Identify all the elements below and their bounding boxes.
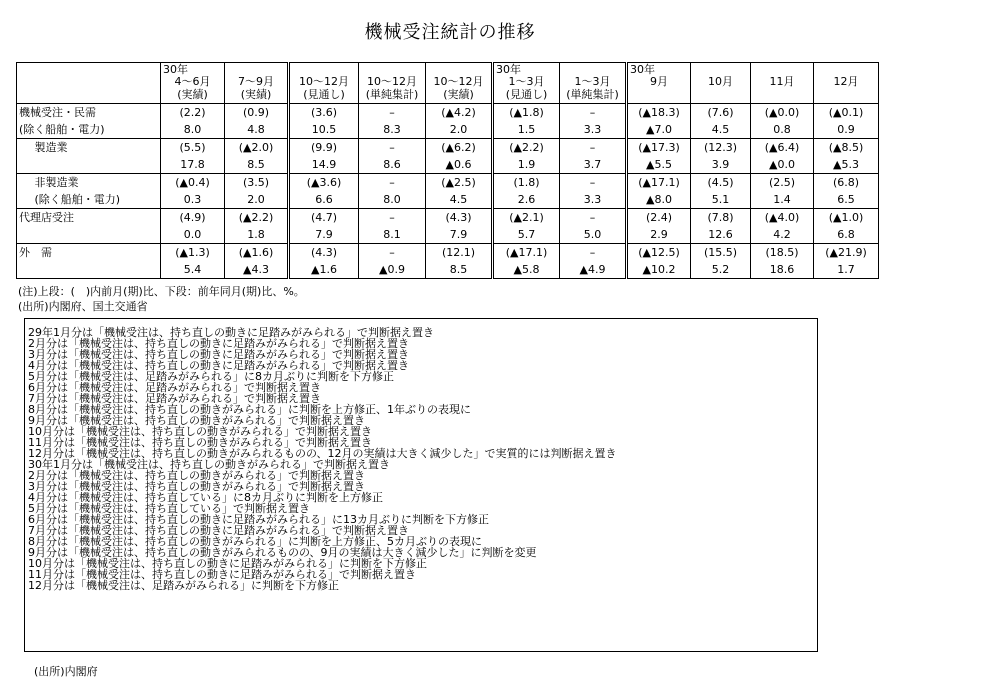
value-cell	[359, 139, 426, 174]
value-cell	[627, 244, 691, 279]
mom-value: (▲17.3)	[638, 141, 680, 154]
mom-value: (4.3)	[445, 211, 472, 224]
yoy-value: 3.9	[711, 158, 730, 171]
yoy-value: 5.7	[517, 228, 536, 241]
value-cell	[359, 104, 426, 139]
yoy-value: 0.9	[837, 123, 855, 136]
value-cell	[289, 104, 359, 139]
yoy-value: 2.0	[247, 193, 265, 206]
table-row	[17, 244, 879, 279]
yoy-value: 18.6	[769, 263, 795, 276]
value-cell	[560, 139, 627, 174]
row-label-main: 代理店受注	[19, 211, 74, 224]
mom-value: (6.8)	[832, 176, 860, 189]
judgment-line: 12月分は「機械受注は、足踏みがみられる」に判断を下方修正	[28, 579, 339, 592]
mom-value: (▲4.0)	[764, 211, 800, 224]
yoy-value: ▲1.6	[311, 263, 337, 276]
yoy-value: 1.9	[517, 158, 536, 171]
row-label-main: 製造業	[34, 141, 68, 154]
yoy-value: 5.0	[583, 228, 602, 241]
yoy-value: 6.5	[837, 193, 855, 206]
value-cell	[359, 244, 426, 279]
mom-value: (▲2.1)	[509, 211, 544, 224]
mom-value: –	[589, 211, 596, 224]
yoy-value: ▲10.2	[642, 263, 676, 276]
mom-value: (5.5)	[179, 141, 206, 154]
judgment-list	[25, 319, 817, 591]
mom-value: (4.9)	[179, 211, 206, 224]
mom-value: (15.5)	[703, 246, 738, 259]
value-cell	[426, 174, 493, 209]
mom-value: (▲6.4)	[764, 141, 800, 154]
value-cell	[560, 209, 627, 244]
mom-value: (▲1.8)	[509, 106, 544, 119]
row-label	[17, 244, 161, 279]
yoy-value: 7.9	[449, 228, 468, 241]
value-cell	[691, 139, 751, 174]
value-cell	[289, 209, 359, 244]
row-label-main: 非製造業	[34, 176, 79, 189]
yoy-value: 14.9	[311, 158, 337, 171]
yoy-value: ▲4.9	[579, 263, 606, 276]
box-source: (出所)内閣府	[34, 665, 98, 678]
judgment-line: 5月分は「機械受注は、足踏みがみられる」に8カ月ぶりに判断を下方修正	[28, 370, 394, 383]
value-cell	[627, 104, 691, 139]
mom-value: –	[389, 211, 395, 224]
page-title: 機械受注統計の推移	[364, 22, 536, 43]
mom-value: (▲21.9)	[825, 246, 867, 259]
mom-value: (▲18.3)	[638, 106, 680, 119]
mom-value: –	[589, 176, 596, 189]
row-label	[17, 209, 161, 244]
row-label	[33, 139, 161, 174]
judgment-line: 12月分は「機械受注は、持ち直しの動きがみられるものの、12月の実績は大きく減少した」で実質的には判断据え置き	[28, 447, 617, 460]
judgment-line: 11月分は「機械受注は、持ち直しの動きに足踏みがみられる」で判断据え置き	[28, 568, 416, 581]
judgment-line: 3月分は「機械受注は、持ち直しの動きがみられる」で判断据え置き	[28, 480, 365, 493]
judgment-line: 9月分は「機械受注は、持ち直しの動きがみられる」で判断据え置き	[28, 414, 365, 427]
mom-value: –	[389, 106, 395, 119]
yoy-value: 7.9	[315, 228, 333, 241]
judgment-line: 11月分は「機械受注は、持ち直しの動きがみられる」で判断据え置き	[28, 436, 372, 449]
judgment-line: 7月分は「機械受注は、足踏みがみられる」で判断据え置き	[28, 392, 321, 405]
value-cell	[426, 104, 493, 139]
mom-value: (▲8.5)	[828, 141, 864, 154]
yoy-value: ▲5.8	[513, 263, 540, 276]
yoy-value: ▲0.6	[445, 158, 472, 171]
value-cell	[289, 174, 359, 209]
row-label	[17, 104, 161, 139]
yoy-value: 3.7	[583, 158, 602, 171]
value-cell	[627, 139, 691, 174]
value-cell	[161, 244, 225, 279]
value-cell	[161, 174, 225, 209]
judgment-line: 9月分は「機械受注は、持ち直しの動きがみられるものの、9月の実績は大きく減少した」に判断を変更	[28, 546, 537, 559]
yoy-value: 5.2	[711, 263, 730, 276]
value-cell	[426, 209, 493, 244]
mom-value: (4.7)	[310, 211, 338, 224]
yoy-value: ▲5.3	[833, 158, 859, 171]
value-cell	[161, 209, 225, 244]
mom-value: (12.1)	[441, 246, 476, 259]
yoy-value: 8.0	[383, 193, 401, 206]
value-cell	[426, 139, 493, 174]
mom-value: (▲17.1)	[638, 176, 680, 189]
col-header: 10〜12月 (実績)	[426, 63, 493, 104]
yoy-value: 4.5	[449, 193, 468, 206]
value-cell	[814, 104, 879, 139]
yoy-value: 6.8	[837, 228, 855, 241]
mom-value: (▲0.0)	[764, 106, 800, 119]
yoy-value: 8.5	[247, 158, 265, 171]
row-label-sub: (除く船舶・電力)	[34, 193, 121, 206]
value-cell	[225, 139, 289, 174]
yoy-value: 1.4	[773, 193, 791, 206]
mom-value: (1.8)	[513, 176, 540, 189]
judgment-line: 5月分は「機械受注は、持ち直している」で判断据え置き	[28, 502, 310, 515]
mom-value: (12.3)	[703, 141, 738, 154]
judgment-line: 7月分は「機械受注は、持ち直しの動きに足踏みがみられる」で判断据え置き	[28, 524, 409, 537]
table-source: (出所)内閣府、国土交通省	[18, 300, 148, 313]
mom-value: (▲1.6)	[238, 246, 274, 259]
value-cell	[359, 209, 426, 244]
table-row	[17, 209, 879, 244]
mom-value: (7.8)	[707, 211, 734, 224]
value-cell	[225, 174, 289, 209]
yoy-value: 2.9	[650, 228, 668, 241]
value-cell	[751, 139, 814, 174]
yoy-value: 1.8	[247, 228, 265, 241]
value-cell	[161, 139, 225, 174]
yoy-value: ▲0.0	[769, 158, 795, 171]
yoy-value: 4.2	[773, 228, 791, 241]
judgment-line: 8月分は「機械受注は、持ち直しの動きがみられる」に判断を上方修正、5カ月ぶりの表現に	[28, 535, 482, 548]
mom-value: –	[389, 176, 395, 189]
value-cell	[560, 174, 627, 209]
yoy-value: ▲0.9	[379, 263, 405, 276]
row-label	[33, 174, 161, 209]
table-row	[17, 139, 879, 174]
col-header: 10月	[691, 63, 751, 104]
value-cell	[751, 104, 814, 139]
row-label-main: 機械受注・民需	[19, 106, 96, 119]
mom-value: (18.5)	[765, 246, 799, 259]
judgment-line: 3月分は「機械受注は、持ち直しの動きに足踏みがみられる」で判断据え置き	[28, 348, 409, 361]
value-cell	[691, 244, 751, 279]
mom-value: (4.5)	[707, 176, 734, 189]
mom-value: (3.5)	[242, 176, 270, 189]
yoy-value: 4.8	[247, 123, 265, 136]
indent-cell	[17, 174, 33, 209]
yoy-value: 0.8	[773, 123, 791, 136]
judgment-line: 10月分は「機械受注は、持ち直しの動きに足踏みがみられる」に判断を下方修正	[28, 557, 427, 570]
mom-value: (0.9)	[242, 106, 270, 119]
yoy-value: 1.5	[517, 123, 536, 136]
mom-value: (4.3)	[310, 246, 338, 259]
col-header: 12月	[814, 63, 879, 104]
mom-value: –	[389, 141, 395, 154]
yoy-value: 3.3	[583, 123, 602, 136]
value-cell	[493, 174, 560, 209]
judgment-line: 30年1月分は「機械受注は、持ち直しの動きがみられる」で判断据え置き	[28, 458, 390, 471]
yoy-value: 2.0	[449, 123, 468, 136]
value-cell	[751, 244, 814, 279]
value-cell	[751, 174, 814, 209]
value-cell	[627, 174, 691, 209]
value-cell	[560, 104, 627, 139]
yoy-value: 17.8	[180, 158, 205, 171]
value-cell	[493, 104, 560, 139]
judgment-box	[24, 318, 818, 652]
mom-value: (▲4.2)	[441, 106, 476, 119]
yoy-value: ▲7.0	[646, 123, 672, 136]
value-cell	[814, 209, 879, 244]
mom-value: (▲2.0)	[238, 141, 274, 154]
value-cell	[627, 209, 691, 244]
value-cell	[225, 244, 289, 279]
mom-value: (▲0.4)	[175, 176, 210, 189]
mom-value: (▲0.1)	[828, 106, 864, 119]
table-note: (注)上段：( )内前月(期)比、下段：前年同月(期)比、%。	[18, 285, 305, 298]
value-cell	[560, 244, 627, 279]
yoy-value: 5.4	[183, 263, 202, 276]
yoy-value: ▲4.3	[243, 263, 269, 276]
value-cell	[161, 104, 225, 139]
yoy-value: 5.1	[711, 193, 730, 206]
value-cell	[493, 139, 560, 174]
yoy-value: 8.0	[183, 123, 202, 136]
mom-value: (2.2)	[179, 106, 206, 119]
indent-cell	[17, 139, 33, 174]
mom-value: (7.6)	[707, 106, 734, 119]
yoy-value: 8.5	[449, 263, 468, 276]
table-body	[17, 104, 879, 279]
yoy-value: 12.6	[708, 228, 733, 241]
value-cell	[814, 139, 879, 174]
table-row	[17, 104, 879, 139]
mom-value: (▲3.6)	[306, 176, 342, 189]
judgment-line: 2月分は「機械受注は、持ち直しの動きに足踏みがみられる」で判断据え置き	[28, 337, 409, 350]
mom-value: –	[389, 246, 395, 259]
yoy-value: 1.7	[837, 263, 855, 276]
header-blank	[17, 63, 161, 104]
mom-value: (▲2.5)	[441, 176, 476, 189]
yoy-value: 10.5	[311, 123, 337, 136]
yoy-value: 0.0	[183, 228, 202, 241]
value-cell	[493, 209, 560, 244]
row-label-sub: (除く船舶・電力)	[19, 123, 105, 136]
value-cell	[225, 209, 289, 244]
yoy-value: 3.3	[583, 193, 602, 206]
col-header: 10〜12月 (単純集計)	[359, 63, 426, 104]
value-cell	[751, 209, 814, 244]
col-header: 30年 1〜3月 (見通し)	[493, 63, 560, 104]
col-header: 7〜9月 (実績)	[225, 63, 289, 104]
yoy-value: 8.3	[383, 123, 401, 136]
mom-value: (▲12.5)	[638, 246, 680, 259]
mom-value: (▲2.2)	[238, 211, 274, 224]
value-cell	[691, 174, 751, 209]
judgment-line: 6月分は「機械受注は、持ち直しの動きに足踏みがみられる」に13カ月ぶりに判断を下方修正	[28, 513, 489, 526]
value-cell	[691, 209, 751, 244]
yoy-value: 8.6	[383, 158, 401, 171]
judgment-line: 8月分は「機械受注は、持ち直しの動きがみられる」に判断を上方修正、1年ぶりの表現に	[28, 403, 471, 416]
col-header: 11月	[751, 63, 814, 104]
value-cell	[359, 174, 426, 209]
yoy-value: 8.1	[383, 228, 401, 241]
mom-value: (9.9)	[310, 141, 338, 154]
judgment-line: 29年1月分は「機械受注は、持ち直しの動きに足踏みがみられる」で判断据え置き	[28, 326, 434, 339]
judgment-line: 10月分は「機械受注は、持ち直しの動きがみられる」で判断据え置き	[28, 425, 372, 438]
col-header: 30年 4〜6月 (実績)	[161, 63, 225, 104]
mom-value: (3.6)	[310, 106, 338, 119]
judgment-line: 6月分は「機械受注は、足踏みがみられる」で判断据え置き	[28, 381, 321, 394]
col-header: 30年 9月	[627, 63, 691, 104]
judgment-line: 4月分は「機械受注は、持ち直している」に8カ月ぶりに判断を上方修正	[28, 491, 383, 504]
value-cell	[289, 244, 359, 279]
mom-value: (▲1.0)	[828, 211, 864, 224]
mom-value: –	[589, 106, 596, 119]
mom-value: (▲1.3)	[175, 246, 210, 259]
yoy-value: 2.6	[517, 193, 536, 206]
yoy-value: 4.5	[711, 123, 730, 136]
mom-value: (2.4)	[645, 211, 673, 224]
mom-value: (▲2.2)	[509, 141, 544, 154]
mom-value: (2.5)	[768, 176, 796, 189]
row-label-main: 外 需	[19, 246, 52, 259]
yoy-value: 0.3	[183, 193, 202, 206]
yoy-value: ▲8.0	[646, 193, 672, 206]
table-row	[17, 174, 879, 209]
value-cell	[814, 244, 879, 279]
mom-value: (▲17.1)	[505, 246, 548, 259]
judgment-line: 4月分は「機械受注は、持ち直しの動きに足踏みがみられる」で判断据え置き	[28, 359, 409, 372]
stats-table	[16, 62, 879, 279]
yoy-value: ▲5.5	[646, 158, 672, 171]
value-cell	[289, 139, 359, 174]
value-cell	[225, 104, 289, 139]
mom-value: –	[589, 246, 596, 259]
value-cell	[814, 174, 879, 209]
col-header: 1〜3月 (単純集計)	[560, 63, 627, 104]
value-cell	[691, 104, 751, 139]
col-header: 10〜12月 (見通し)	[289, 63, 359, 104]
mom-value: –	[589, 141, 596, 154]
judgment-line: 2月分は「機械受注は、持ち直しの動きがみられる」で判断据え置き	[28, 469, 365, 482]
yoy-value: 6.6	[315, 193, 333, 206]
mom-value: (▲6.2)	[441, 141, 476, 154]
value-cell	[426, 244, 493, 279]
value-cell	[493, 244, 560, 279]
header-row	[17, 63, 879, 104]
